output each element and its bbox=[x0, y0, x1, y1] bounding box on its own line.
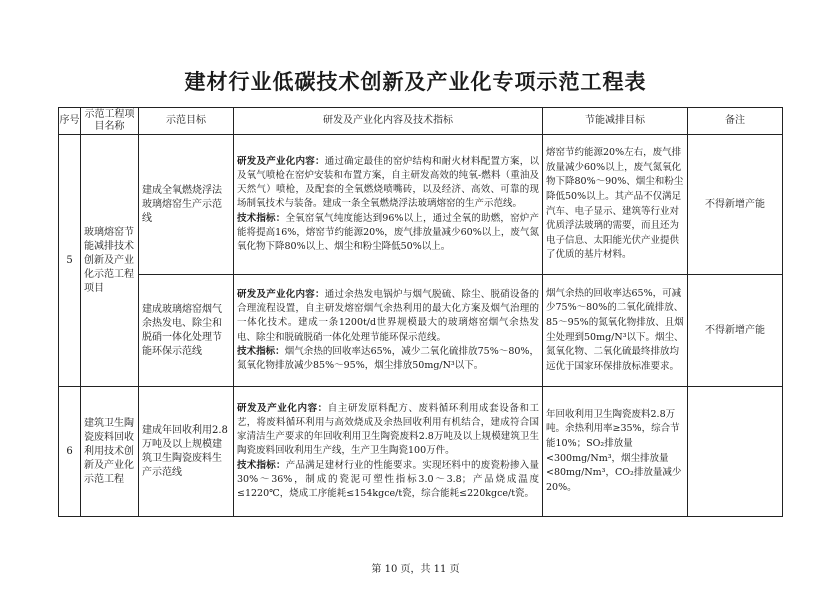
row-effect: 年回收利用卫生陶瓷废料2.8万吨。余热利用率≥35%，综合节能10%；SO₂排放量<300mg/Nm³，烟尘排放量<80mg/Nm³，CO₂排放量减少20%。 bbox=[543, 387, 688, 517]
row-seq: 5 bbox=[59, 135, 81, 387]
row-note: 不得新增产能 bbox=[688, 135, 783, 275]
ti-label: 技术指标： bbox=[237, 345, 285, 357]
rd-label: 研发及产业化内容： bbox=[237, 288, 325, 300]
rd-label: 研发及产业化内容： bbox=[237, 402, 328, 414]
header-goal: 示范目标 bbox=[139, 108, 234, 135]
row-content bbox=[234, 387, 543, 517]
demo-project-table bbox=[58, 107, 783, 517]
ti-text: 烟气余热的回收率达65%，减少二氧化硫排放75%～80%，氮氧化物排放减少85%～95%，烟尘排放50mg/N³以下。 bbox=[237, 345, 539, 371]
rd-text: 通过余热发电锅炉与烟气脱硫、除尘、脱硝设备的合理流程设置，自主研发熔窑烟气余热利用的最大化方案及烟气治理的一体化技术。建成一条1200t/d世界规模最大的玻璃熔窑烟气余热发电、除尘和脱硫脱硝一体化处理节能环保示范线。 bbox=[237, 288, 539, 343]
table-row bbox=[59, 275, 783, 387]
header-seq: 序号 bbox=[59, 108, 81, 135]
ti-text: 全氧窑氧气纯度能达到96%以上，通过全氧的助燃，窑炉产能将提高16%，熔窑节约能源20%，废气排放量减少60%以上，废气氮氧化物下降80%以上、烟尘和粉尘降低50%以上。 bbox=[237, 212, 539, 252]
row-goal: 建成年回收利用2.8万吨及以上规模建筑卫生陶瓷废料生产示范线 bbox=[139, 387, 234, 517]
table-row bbox=[59, 135, 783, 275]
header-project: 示范工程项目名称 bbox=[81, 108, 139, 135]
header-effect: 节能减排目标 bbox=[543, 108, 688, 135]
row-effect: 烟气余热的回收率达65%，可减少75%～80%的二氧化硫排放、85～95%的氮氧化物排放、且烟尘处理到50mg/N³以下。烟尘、氮氧化物、二氧化硫最终排放均远优于国家环保排放标准要求。 bbox=[543, 275, 688, 387]
row-seq: 6 bbox=[59, 387, 81, 517]
ti-text: 产品满足建材行业的性能要求。实现坯料中的废瓷粉掺入量30%～36%，制成的瓷泥可塑性指标3.0～3.8；产品烧成温度≤1220℃，烧成工序能耗≤154kgce/t瓷，综合能耗≤220kgce/t瓷。 bbox=[237, 459, 539, 499]
row-content bbox=[234, 135, 543, 275]
rd-label: 研发及产业化内容： bbox=[237, 155, 325, 167]
table-row bbox=[59, 387, 783, 517]
ti-label: 技术指标： bbox=[237, 212, 286, 224]
row-project-name: 玻璃熔窑节能减排技术创新及产业化示范工程项目 bbox=[81, 135, 139, 387]
row-effect: 熔窑节约能源20%左右，废气排放量减少60%以上，废气氮氧化物下降80%～90%、烟尘和粉尘降低50%以上。其产品不仅满足汽车、电子显示、建筑等行业对优质浮法玻璃的需要，而且还为电子信息、太阳能光伏产业提供了优质的基片材料。 bbox=[543, 135, 688, 275]
header-note: 备注 bbox=[688, 108, 783, 135]
page-title: 建材行业低碳技术创新及产业化专项示范工程表 bbox=[184, 70, 647, 94]
rd-text: 自主研发原料配方、废料循环利用成套设备和工艺，将废料循环利用与高效烧成及余热回收利用有机结合，建成符合国家清洁生产要求的年回收利用卫生陶瓷废料2.8万吨及以上规模建筑卫生陶瓷废料回收利用生产线，生产卫生陶瓷100万件。 bbox=[237, 402, 539, 457]
row-content bbox=[234, 275, 543, 387]
header-content: 研发及产业化内容及技术指标 bbox=[234, 108, 543, 135]
table-header-row bbox=[59, 108, 783, 135]
row-goal: 建成玻璃熔窑烟气余热发电、除尘和脱硝一体化处理节能环保示范线 bbox=[139, 275, 234, 387]
row-note bbox=[688, 387, 783, 517]
page-footer: 第 10 页，共 11 页 bbox=[371, 564, 460, 575]
row-goal: 建成全氧燃烧浮法玻璃熔窑生产示范线 bbox=[139, 135, 234, 275]
ti-label: 技术指标： bbox=[237, 459, 286, 471]
row-note: 不得新增产能 bbox=[688, 275, 783, 387]
row-project-name: 建筑卫生陶瓷废料回收利用技术创新及产业化示范工程 bbox=[81, 387, 139, 517]
rd-text: 通过确定最佳的窑炉结构和耐火材料配置方案，以及氧气喷枪在窑炉安装和布置方案，自主研发高效的纯氧-燃料（重油及天然气）喷枪，及配套的全氧燃烧喷嘴砖，以及经济、高效、可靠的现场制氧技术与装备。建成一条全氧燃烧浮法玻璃熔窑的生产示范线。 bbox=[237, 155, 539, 210]
